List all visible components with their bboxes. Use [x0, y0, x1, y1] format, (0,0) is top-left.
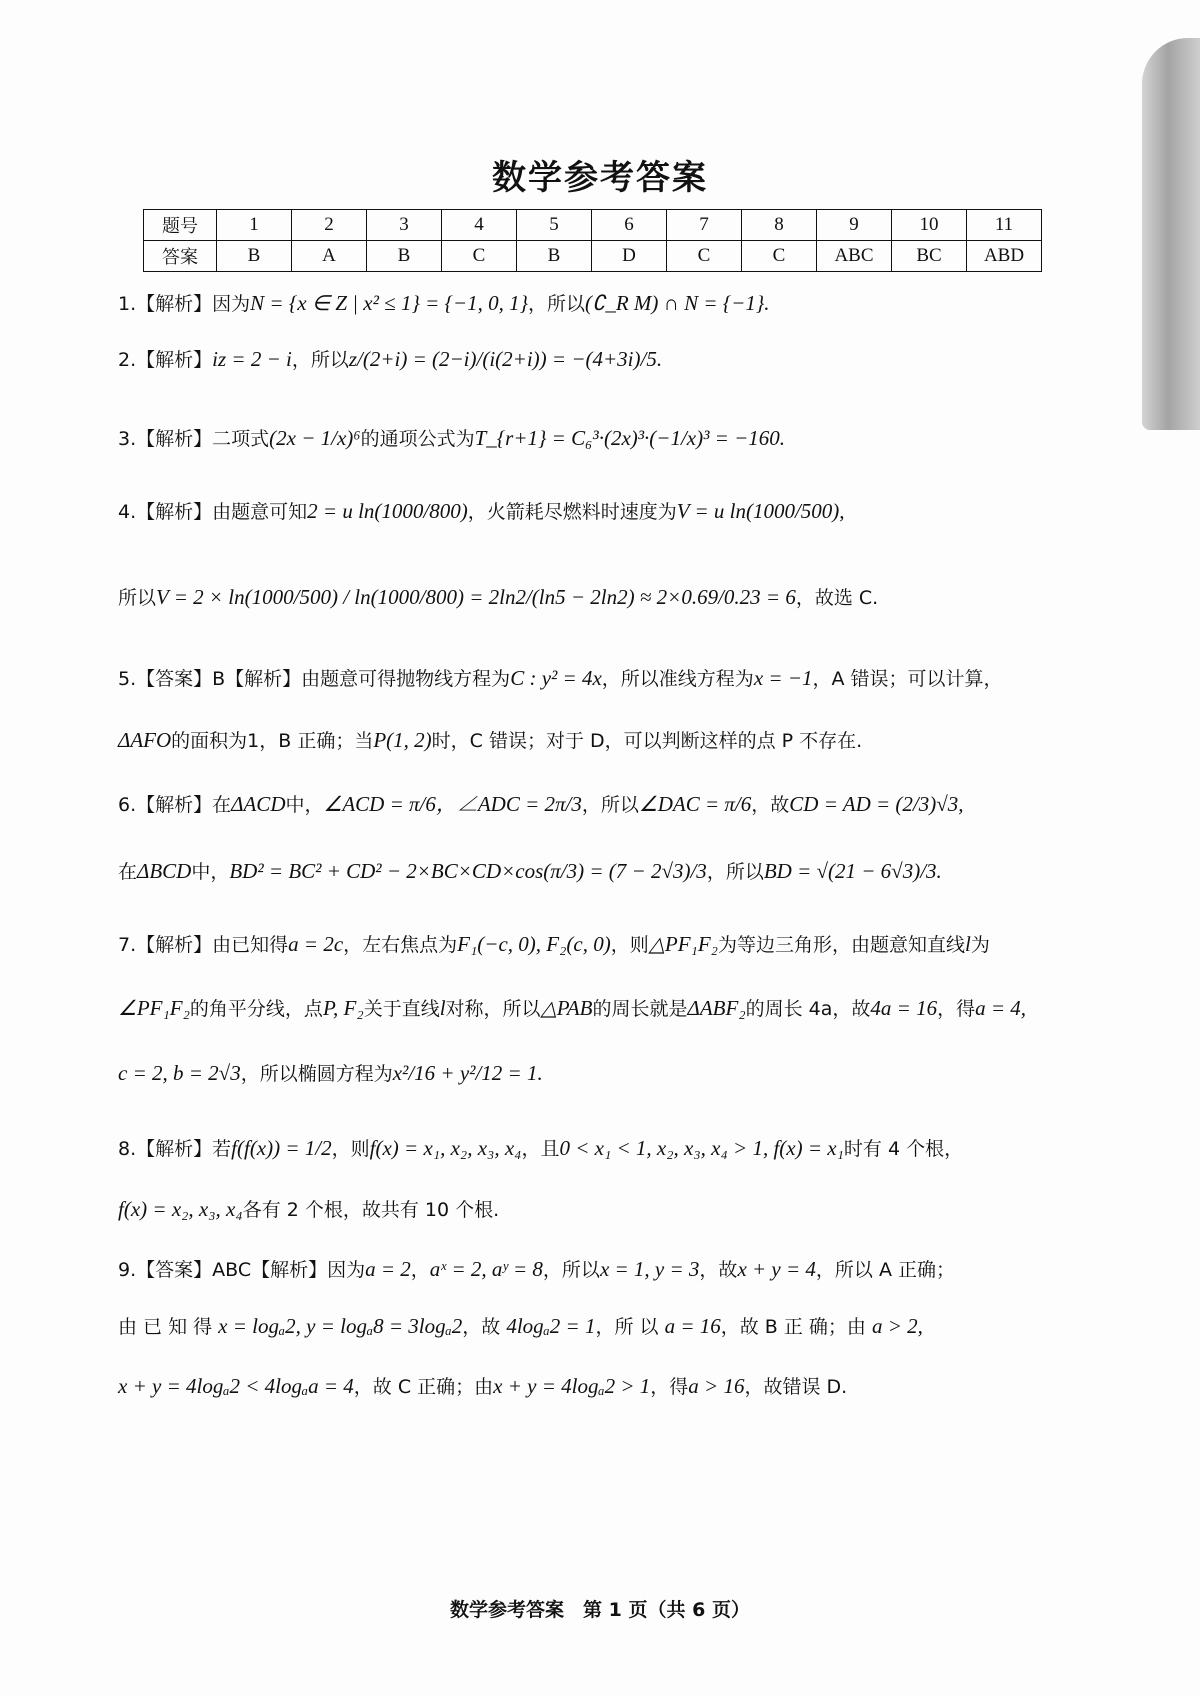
solution-line — [118, 584, 1088, 611]
answer-cell: BC — [892, 241, 967, 272]
solution-tag: 7.【解析】 — [118, 934, 213, 956]
solution-line — [118, 1060, 1088, 1087]
solution-line — [118, 498, 1088, 525]
math-expression: x = 1, y = 3 — [599, 1257, 700, 1281]
solution-tag: 9.【答案】ABC【解析】 — [118, 1259, 328, 1281]
page-title: 数学参考答案 — [492, 158, 708, 198]
solution-line — [118, 346, 1088, 373]
solution-line — [118, 931, 1088, 958]
solution-text: ，所以椭圆方程为 — [240, 1063, 393, 1085]
page-footer: 数学参考答案 第 1 页（共 6 页） — [450, 1599, 750, 1621]
solution-tag: 3.【解析】 — [118, 428, 213, 450]
math-expression: ΔBCD — [137, 859, 192, 883]
math-expression: x = logₐ2, y = logₐ8 = 3logₐ2 — [218, 1314, 463, 1338]
solution-tag: 8.【解析】 — [118, 1138, 213, 1160]
answer-cell: B — [517, 241, 592, 272]
answer-cell: C — [442, 241, 517, 272]
solution-line — [118, 1135, 1088, 1162]
row-label-answer: 答案 — [144, 241, 217, 272]
math-expression: l — [964, 932, 971, 956]
solution-text: 时，C 错误；对于 D，可以判断这样的点 P 不存在. — [431, 730, 863, 752]
solution-text: ，故 B 正 确；由 — [720, 1316, 872, 1338]
solution-line — [118, 1196, 1088, 1223]
math-expression: x + y = 4logₐ2 > 1 — [493, 1374, 651, 1398]
math-expression: 4logₐ2 = 1 — [506, 1314, 596, 1338]
solution-text: 若 — [212, 1138, 232, 1160]
answer-cell: ABC — [817, 241, 892, 272]
math-expression: a = 2c — [288, 932, 344, 956]
answer-table-answer-row — [144, 241, 1042, 272]
answer-cell: A — [292, 241, 367, 272]
solution-line — [118, 425, 1088, 452]
math-expression: P(1, 2) — [373, 728, 432, 752]
solution-text: 为 — [970, 934, 990, 956]
solution-tag: 6.【解析】 — [118, 794, 213, 816]
solution-text: ，得 — [650, 1376, 689, 1398]
scan-edge-shadow — [1142, 38, 1200, 430]
solution-text: 的周长就是 — [592, 998, 688, 1020]
math-expression: △PF₁F₂ — [648, 932, 718, 956]
math-expression: (∁_R M) ∩ N = {−1}. — [585, 291, 770, 315]
solution-text: 因为 — [212, 293, 251, 315]
math-expression: F₁(−c, 0), F₂(c, 0) — [457, 932, 611, 956]
solution-text: 由题意可知 — [212, 501, 308, 523]
math-expression: 2 = u ln(1000/800) — [307, 499, 468, 523]
solution-text: ，故选 C. — [795, 587, 879, 609]
math-expression: ∠PF₁F₂ — [118, 996, 190, 1020]
question-number: 1 — [217, 210, 292, 241]
solution-line — [118, 1256, 1088, 1283]
solution-text: 为等边三角形，由题意知直线 — [717, 934, 965, 956]
math-expression: f(f(x)) = 1/2 — [231, 1136, 332, 1160]
solution-text: ，故错误 D. — [744, 1376, 848, 1398]
math-expression: CD = AD = (2/3)√3, — [789, 792, 964, 816]
math-expression: C : y² = 4x — [510, 666, 602, 690]
solution-text: ，火箭耗尽燃料时速度为 — [467, 501, 677, 523]
solution-text: ，左右焦点为 — [343, 934, 458, 956]
math-expression: ΔABF₂ — [687, 996, 746, 1020]
solution-text: ，所以 — [706, 861, 764, 883]
math-expression: a > 2, — [871, 1314, 923, 1338]
solution-tag: 5.【答案】B【解析】 — [118, 668, 302, 690]
math-expression: V = u ln(1000/500), — [676, 499, 845, 523]
math-expression: N = {x ∈ Z | x² ≤ 1} = {−1, 0, 1} — [250, 291, 528, 315]
math-expression: iz = 2 − i — [212, 347, 292, 371]
question-number: 10 — [892, 210, 967, 241]
solution-line — [118, 858, 1088, 885]
solution-text: 二项式 — [212, 428, 270, 450]
math-expression: c = 2, b = 2√3 — [118, 1061, 241, 1085]
solution-text: 的通项公式为 — [360, 428, 475, 450]
math-expression: x = −1 — [753, 666, 813, 690]
math-expression: ΔACD — [231, 792, 286, 816]
math-expression: ΔAFO — [118, 728, 172, 752]
math-expression: 0 < x₁ < 1, x₂, x₃, x₄ > 1, f(x) = x₁ — [559, 1136, 844, 1160]
solution-text: ，故 C 正确；由 — [353, 1376, 494, 1398]
math-expression: T_{r+1} = C₆³·(2x)³·(−1/x)³ = −160. — [474, 426, 786, 450]
solution-text: ，故 — [462, 1316, 507, 1338]
solution-text: ，所以 A 正确； — [815, 1259, 955, 1281]
math-expression: x²/16 + y²/12 = 1. — [392, 1061, 543, 1085]
answer-cell: ABD — [967, 241, 1042, 272]
solution-text: 的面积为1，B 正确；当 — [171, 730, 374, 752]
solution-text: 因为 — [327, 1259, 366, 1281]
solution-line — [118, 727, 1088, 754]
question-number: 4 — [442, 210, 517, 241]
solution-text: 由题意可得抛物线方程为 — [301, 668, 511, 690]
solution-line — [118, 665, 1088, 692]
solution-text: ，得 — [937, 998, 976, 1020]
math-expression: aˣ = 2, aʸ = 8 — [429, 1257, 543, 1281]
math-expression: △PAB — [540, 996, 593, 1020]
solution-text: 各有 2 个根，故共有 10 个根. — [242, 1199, 500, 1221]
answer-cell: D — [592, 241, 667, 272]
math-expression: BD = √(21 − 6√3)/3. — [763, 859, 942, 883]
solution-text: ，所以 — [581, 794, 639, 816]
solution-text: 由 已 知 得 — [118, 1316, 219, 1338]
solution-text: 对称，所以 — [445, 998, 541, 1020]
answer-cell: B — [367, 241, 442, 272]
solution-line — [118, 995, 1088, 1022]
question-number: 11 — [967, 210, 1042, 241]
math-expression: a = 16 — [664, 1314, 721, 1338]
solution-text: 在 — [212, 794, 232, 816]
answer-cell: B — [217, 241, 292, 272]
math-expression: BD² = BC² + CD² − 2×BC×CD×cos(π/3) = (7 − 2√3)/3 — [229, 859, 707, 883]
solution-text: 由已知得 — [212, 934, 289, 956]
math-expression: z/(2+i) = (2−i)/(i(2+i)) = −(4+3i)/5. — [348, 347, 663, 371]
solution-tag: 1.【解析】 — [118, 293, 213, 315]
solution-line — [118, 1373, 1088, 1400]
question-number: 9 — [817, 210, 892, 241]
solution-line — [118, 290, 1088, 317]
math-expression: f(x) = x₁, x₂, x₃, x₄ — [369, 1136, 522, 1160]
solution-tag: 2.【解析】 — [118, 349, 213, 371]
solution-text: ， — [410, 1259, 430, 1281]
question-number: 6 — [592, 210, 667, 241]
question-number: 5 — [517, 210, 592, 241]
math-expression: x + y = 4logₐ2 < 4logₐa = 4 — [118, 1374, 354, 1398]
solution-text: 中， — [285, 794, 324, 816]
solution-text: ，故 — [699, 1259, 738, 1281]
solution-text: 在 — [118, 861, 138, 883]
solution-text: ，所以准线方程为 — [601, 668, 754, 690]
solution-text: ，所以 — [291, 349, 349, 371]
math-expression: f(x) = x₂, x₃, x₄ — [118, 1197, 243, 1221]
math-expression: ∠ACD = π/6，∠ADC = 2π/3 — [323, 792, 582, 816]
math-expression: l — [439, 996, 446, 1020]
question-number: 2 — [292, 210, 367, 241]
math-expression: a > 16 — [688, 1374, 745, 1398]
row-label-number: 题号 — [144, 210, 217, 241]
answer-cell: C — [742, 241, 817, 272]
solution-text: 时有 4 个根， — [843, 1138, 964, 1160]
math-expression: a = 4, — [975, 996, 1027, 1020]
solution-text: 的周长 4a，故 — [745, 998, 871, 1020]
math-expression: ∠DAC = π/6 — [638, 792, 752, 816]
solution-line — [118, 1313, 1088, 1340]
question-number: 7 — [667, 210, 742, 241]
solution-text: 的角平分线，点 — [189, 998, 323, 1020]
math-expression: (2x − 1/x)⁶ — [269, 426, 361, 450]
question-number: 3 — [367, 210, 442, 241]
solution-text: ，则 — [610, 934, 649, 956]
math-expression: x + y = 4 — [737, 1257, 816, 1281]
solution-text: ，所 以 — [595, 1316, 665, 1338]
solution-text: ，且 — [521, 1138, 560, 1160]
answer-table-number-row — [144, 210, 1042, 241]
math-expression: 4a = 16 — [870, 996, 938, 1020]
solution-text: ，所以 — [542, 1259, 600, 1281]
solution-line — [118, 791, 1088, 818]
solution-text: 关于直线 — [363, 998, 440, 1020]
math-expression: a = 2 — [365, 1257, 411, 1281]
question-number: 8 — [742, 210, 817, 241]
math-expression: P, F₂ — [322, 996, 364, 1020]
math-expression: V = 2 × ln(1000/500) / ln(1000/800) = 2ln2/(ln5 − 2ln2) ≈ 2×0.69/0.23 = 6 — [156, 585, 796, 609]
solution-text: 中， — [191, 861, 230, 883]
solution-text: ，A 错误；可以计算， — [812, 668, 1003, 690]
solution-text: ，则 — [331, 1138, 370, 1160]
solution-text: ，所以 — [527, 293, 585, 315]
answer-cell: C — [667, 241, 742, 272]
answer-table — [143, 209, 1042, 272]
solution-tag: 4.【解析】 — [118, 501, 213, 523]
solution-text: 所以 — [118, 587, 157, 609]
solution-text: ，故 — [751, 794, 790, 816]
